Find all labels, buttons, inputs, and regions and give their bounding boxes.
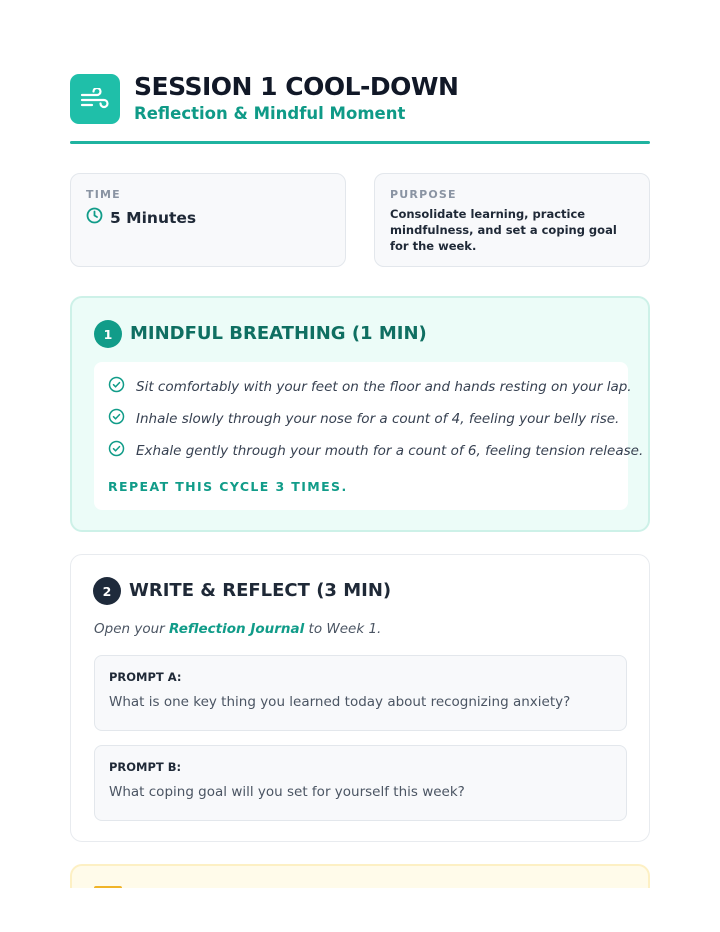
section-number-1: 1 bbox=[94, 320, 122, 348]
journal-suffix: to Week 1. bbox=[304, 621, 382, 637]
list-item bbox=[108, 408, 619, 429]
step-text: Exhale gently through your mouth for a count of 6, feeling tension release. bbox=[136, 442, 644, 459]
section-title-reflect: WRITE & REFLECT (3 MIN) bbox=[129, 580, 392, 601]
list-item bbox=[108, 376, 632, 397]
prompt-card-b bbox=[94, 745, 627, 821]
repeat-instruction: REPEAT THIS CYCLE 3 TIMES. bbox=[108, 479, 348, 494]
breathing-steps-box bbox=[94, 362, 644, 510]
check-circle-icon bbox=[108, 440, 125, 461]
prompt-text: What coping goal will you set for yourself this week? bbox=[109, 784, 465, 800]
wind-icon bbox=[70, 74, 120, 124]
prompt-label: PROMPT A: bbox=[109, 670, 182, 684]
check-circle-icon bbox=[108, 376, 125, 397]
prompt-text: What is one key thing you learned today about recognizing anxiety? bbox=[109, 694, 571, 710]
section-number-2: 2 bbox=[93, 577, 121, 605]
journal-name: Reflection Journal bbox=[169, 621, 305, 637]
purpose-card bbox=[374, 173, 650, 267]
check-circle-icon bbox=[108, 408, 125, 429]
clock-icon bbox=[86, 207, 103, 228]
purpose-label: PURPOSE bbox=[390, 188, 457, 201]
page-bottom-mask bbox=[0, 888, 720, 932]
page-subtitle: Reflection & Mindful Moment bbox=[134, 104, 406, 123]
prompt-label: PROMPT B: bbox=[109, 760, 182, 774]
purpose-text: Consolidate learning, practice mindfulness, and set a coping goal for the week. bbox=[390, 207, 617, 253]
journal-prefix: Open your bbox=[94, 621, 169, 637]
page-title: SESSION 1 COOL-DOWN bbox=[134, 72, 459, 101]
list-item bbox=[108, 440, 643, 461]
time-value: 5 Minutes bbox=[110, 208, 197, 227]
page-header bbox=[70, 73, 650, 143]
journal-instruction bbox=[94, 621, 381, 637]
time-card bbox=[70, 173, 346, 267]
time-label: TIME bbox=[86, 188, 121, 201]
header-divider bbox=[70, 141, 650, 144]
write-reflect-section bbox=[70, 554, 650, 842]
mindful-breathing-section bbox=[70, 296, 650, 532]
section-title-breathing: MINDFUL BREATHING (1 MIN) bbox=[130, 323, 427, 344]
prompt-card-a bbox=[94, 655, 627, 731]
step-text: Inhale slowly through your nose for a count of 4, feeling your belly rise. bbox=[136, 410, 620, 427]
step-text: Sit comfortably with your feet on the floor and hands resting on your lap. bbox=[136, 378, 632, 395]
